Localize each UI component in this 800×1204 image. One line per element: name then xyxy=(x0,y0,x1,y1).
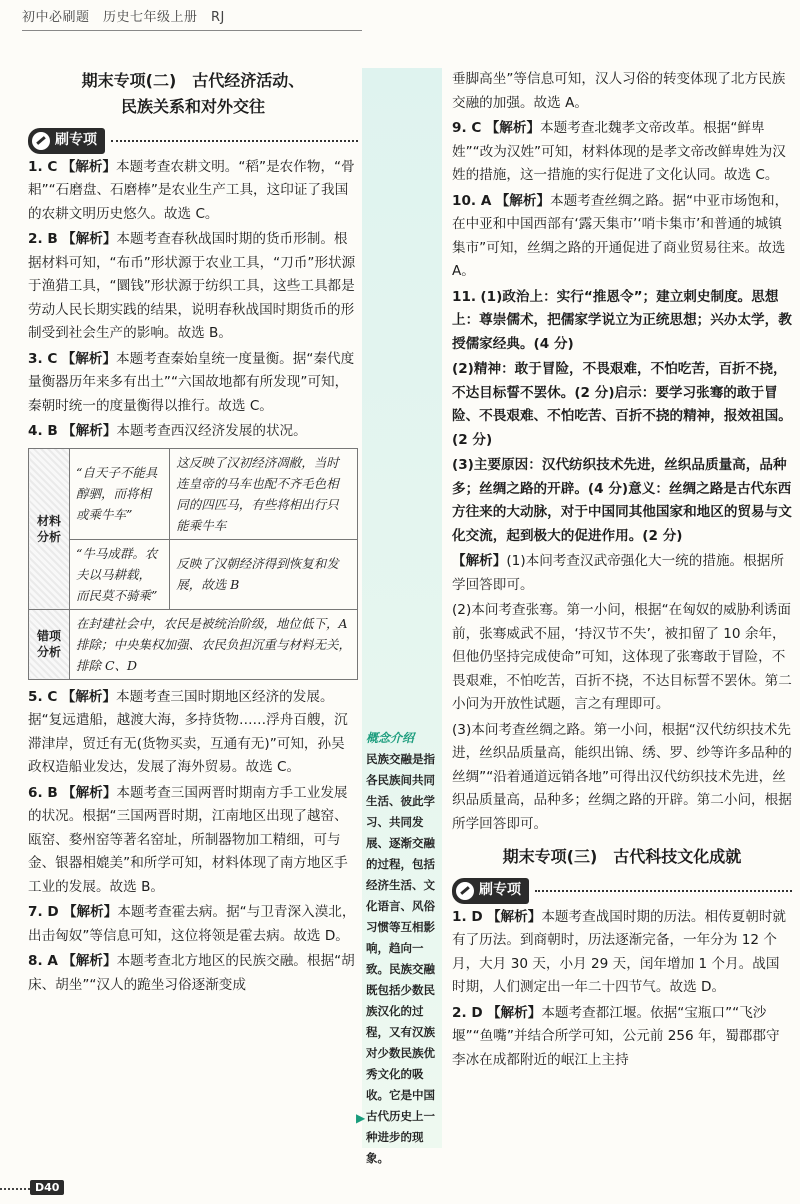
header-rule xyxy=(22,30,362,31)
answer-item xyxy=(28,420,358,444)
analysis-label: 【解析】 xyxy=(61,350,117,367)
answer-item xyxy=(452,190,792,284)
pencil-icon xyxy=(32,132,50,150)
practice-tag xyxy=(452,878,792,904)
table-cell-quote: “牛马成群。农夫以马耕载，而民莫不骑乘” xyxy=(70,539,170,609)
answer-item xyxy=(28,348,358,419)
analysis-label: 【解析】 xyxy=(62,953,117,969)
answer-number: 11. xyxy=(452,288,477,305)
answer-number: 4. B xyxy=(28,423,58,439)
practice-label: 刷专项 xyxy=(479,882,521,898)
answer-text: 本题考查秦始皇统一度量衡。据“秦代度量衡器历年来多有出土”“六国故地都有所发现”可知，秦朝时统一的度量衡得以推行。故选 C。 xyxy=(28,350,355,414)
answer-item xyxy=(28,228,358,346)
page-header: 初中必刷题 历史七年级上册 RJ xyxy=(22,10,225,25)
table-cell-note: 这反映了汉初经济凋敝，当时连皇帝的马车也配不齐毛色相同的四匹马，有些将相出行只能乘牛车 xyxy=(170,448,358,539)
answer-item xyxy=(28,901,358,948)
analysis-label: 【解析】 xyxy=(495,192,551,209)
analysis-label: 【解析】 xyxy=(61,158,117,175)
pencil-icon xyxy=(456,882,474,900)
section2-title xyxy=(28,68,358,120)
analysis-label: 【解析】 xyxy=(486,908,542,925)
answer-item xyxy=(28,156,358,227)
answer-text: 本题考查北魏孝文帝改革。根据“鲜卑姓”“改为汉姓”可知，材料体现的是孝文帝改鲜卑姓为汉姓的措施，这一措施的实行促进了文化认同。故选 C。 xyxy=(452,120,786,183)
table-cell-distractor: 在封建社会中，农民是被统治阶级，地位低下，A 排除；中央集权加强、农民负担沉重与材料无关，排除 C、D xyxy=(70,609,358,679)
q11-analysis-2: (2)本问考查张骞。第一小问，根据“在匈奴的威胁利诱面前，张骞威武不屈，‘持汉节不失’，被扣留了 10 余年，但他仍坚持完成使命”可知，这体现了张骞敢于冒险，不畏艰难，不怕吃苦，百折不挠，不达目标誓不罢休。第二小问为开放性试题，言之有理即可。 xyxy=(452,602,792,712)
analysis-label: 【解析】 xyxy=(61,688,117,705)
q11-analysis-3: (3)本问考查丝绸之路。第一小问，根据“汉代纺织技术先进，丝织品质量高，能织出锦、绣、罗、纱等许多品种的丝绸”“沿着通道远销各地”可得出汉代纺织技术先进，丝织品质量高，品种多；丝绸之路的开辟。第二小问，根据所学回答即可。 xyxy=(452,721,792,832)
concept-title: 概念介绍 xyxy=(366,731,415,745)
table-rowhead-distractor: 错项分析 xyxy=(29,609,70,679)
dotted-divider xyxy=(535,890,792,892)
practice-tag xyxy=(28,128,358,154)
section2-title-line1: 期末专项(二) 古代经济活动、 xyxy=(81,71,305,90)
section2-title-line2: 民族关系和对外交往 xyxy=(120,97,265,116)
answer-item xyxy=(28,950,358,997)
answer-number: 8. A xyxy=(28,953,58,969)
practice-badge xyxy=(452,878,529,904)
q11-part3: (3)主要原因：汉代纺织技术先进，丝织品质量高，品种多；丝绸之路的开辟。(4 分)意义：丝绸之路是古代东西方往来的大动脉，对于中国同其他国家和地区的贸易与文化交流，起到极大的促进作用。(2 分) xyxy=(452,457,792,544)
answer-text: 本题考查三国时期地区经济的发展。据“复远遣船，越渡大海，多持货物……浮舟百艘，沉滞津岸，贸迁有无(货物买卖，互通有无)”可知，孙吴政权造船业发达，发展了海外贸易。故选 C。 xyxy=(28,688,348,775)
page-dots xyxy=(0,1188,30,1190)
answer-text: 本题考查西汉经济发展的状况。 xyxy=(116,423,307,439)
answer-text: 本题考查霍去病。据“与卫青深入漠北，出击匈奴”等信息可知，这位将领是霍去病。故选 D。 xyxy=(28,904,356,944)
answer-item xyxy=(452,68,792,115)
answer-number: 1. D xyxy=(452,908,483,925)
analysis-label: 【解析】 xyxy=(62,904,118,920)
answer-text: 本题考查北方地区的民族交融。根据“胡床、胡坐”“汉人的跪坐习俗逐渐变成 xyxy=(28,953,355,993)
table-rowhead-material: 材料分析 xyxy=(29,448,70,609)
answer-number: 7. D xyxy=(28,904,59,920)
q11-part1: (1)政治上：实行“推恩令”；建立刺史制度。思想上：尊崇儒术，把儒家学说立为正统思想；兴办太学，教授儒家经典。(4 分) xyxy=(452,288,792,352)
answer-text: 垂脚高坐”等信息可知，汉人习俗的转变体现了北方民族交融的加强。故选 A。 xyxy=(452,71,786,111)
answer-item xyxy=(452,1002,792,1073)
answer-number: 2. D xyxy=(452,1004,483,1021)
answer-text: 本题考查农耕文明。“稻”是农作物，“骨耜”“石磨盘、石磨棒”是农业生产工具，这印证了我国的农耕文明历史悠久。故选 C。 xyxy=(28,158,355,222)
answer-item xyxy=(28,782,358,900)
analysis-label: 【解析】 xyxy=(485,120,541,136)
table-cell-note: 反映了汉朝经济得到恢复和发展，故选 B xyxy=(170,539,358,609)
analysis-label: 【解析】 xyxy=(486,1004,542,1021)
section3-title: 期末专项(三) 古代科技文化成就 xyxy=(502,847,742,866)
right-column xyxy=(452,68,792,1074)
arrow-right-icon: ▶ xyxy=(356,1111,366,1125)
analysis-table xyxy=(28,448,358,680)
analysis-label: 【解析】 xyxy=(62,423,117,439)
q11-answer xyxy=(452,286,792,357)
analysis-label: 【解析】 xyxy=(62,231,117,247)
answer-text: 本题考查春秋战国时期的货币形制。根据材料可知，“布币”形状源于农业工具，“刀币”形状源于渔猎工具，“圜钱”形状源于纺织工具，这些工具都是劳动人民长期实践的结果，说明春秋战国时期货币的形制受到社会生产的影响。故选 B。 xyxy=(28,231,356,341)
answer-text: 本题考查三国两晋时期南方手工业发展的状况。根据“三国两晋时期，江南地区出现了越窑、瓯窑、婺州窑等著名窑址，所制器物加工精细，可与金、银器相媲美”和所学可知，材料体现了南方地区手工业的发展。故选 B。 xyxy=(28,784,348,895)
answer-text: 本题考查战国时期的历法。相传夏朝时就有了历法。到商朝时，历法逐渐完备，一年分为 12 个月，大月 30 天，小月 29 天，闰年增加 1 个月。战国时期，人们测定出一年二十四节气。故选 D。 xyxy=(452,908,787,995)
q11-analysis xyxy=(452,550,792,597)
answer-item xyxy=(452,117,792,188)
q11-analysis-1: (1)本问考查汉武帝强化大一统的措施。根据所学回答即可。 xyxy=(452,553,784,593)
answer-number: 6. B xyxy=(28,784,58,801)
answer-number: 2. B xyxy=(28,231,58,247)
analysis-label: 【解析】 xyxy=(62,784,117,801)
answer-item xyxy=(452,906,792,1000)
answer-text: 本题考查都江堰。依据“宝瓶口”“飞沙堰”“鱼嘴”并结合所学可知，公元前 256 年，蜀郡郡守李冰在成都附近的岷江上主持 xyxy=(452,1004,780,1068)
answer-number: 3. C xyxy=(28,350,58,367)
dotted-divider xyxy=(111,140,358,142)
concept-text: 民族交融是指各民族间共同生活、彼此学习、共同发展、逐渐交融的过程，包括经济生活、文化语言、风俗习惯等互相影响，趋向一致。民族交融既包括少数民族汉化的过程，又有汉族对少数民族优秀文化的吸收。它是中国古代历史上一种进步的现象。 xyxy=(366,752,435,1165)
answer-number: 5. C xyxy=(28,688,58,705)
table-cell-quote: “自天子不能具醇驷，而将相或乘牛车” xyxy=(70,448,170,539)
answer-text: 本题考查丝绸之路。据“中亚市场饱和，在中亚和中国西部有‘露天集市’‘哨卡集市’和普通的城镇集市”可知，丝绸之路的开通促进了商业贸易往来。故选 A。 xyxy=(452,192,789,279)
answer-item xyxy=(28,686,358,780)
practice-badge xyxy=(28,128,105,154)
answer-number: 10. A xyxy=(452,192,492,209)
answer-number: 9. C xyxy=(452,120,482,136)
page-number: D40 xyxy=(30,1180,64,1195)
q11-part2: (2)精神：敢于冒险，不畏艰难，不怕吃苦，百折不挠，不达目标誓不罢休。(2 分)启示：要学习张骞的敢于冒险、不畏艰难、不怕吃苦、百折不挠的精神，报效祖国。(2 分) xyxy=(452,361,792,448)
analysis-label: 【解析】 xyxy=(452,553,507,569)
practice-label: 刷专项 xyxy=(55,132,97,148)
answer-number: 1. C xyxy=(28,158,58,175)
concept-box xyxy=(366,728,442,1169)
left-column xyxy=(28,68,358,999)
